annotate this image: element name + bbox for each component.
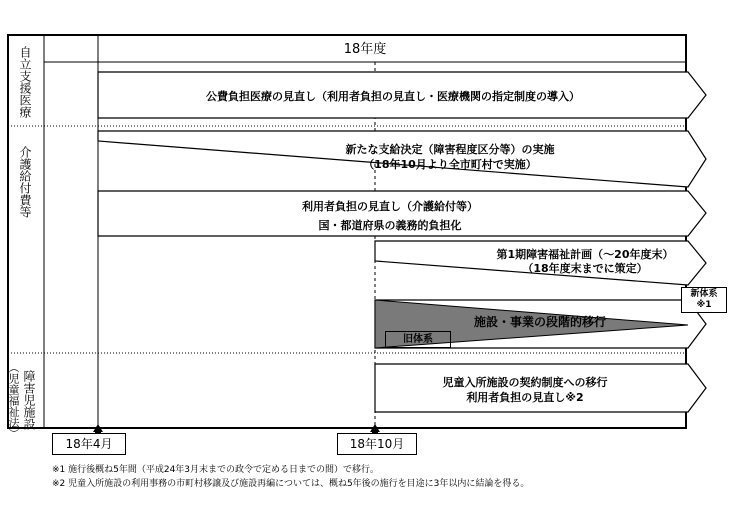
date-october: 18年10月 [337, 433, 417, 455]
label-self-support-medical: 自立支援医療 [18, 46, 32, 118]
label-disabled-child-facility: 障害児施設 [22, 370, 36, 430]
bar6-text [395, 375, 655, 405]
bar2-line1: 新たな支給決定（障害程度区分等）の実施 [345, 143, 555, 156]
date-april: 18年4月 [52, 433, 126, 455]
bar3-text [240, 197, 540, 235]
bar6-line2: 利用者負担の見直し※2 [466, 391, 584, 404]
bar5-text: 施設・事業の段階的移行 [473, 315, 606, 329]
bar3-line2: 国・都道府県の義務的負担化 [318, 219, 462, 232]
bar2-line2: （18年10月より全市町村で実施） [363, 158, 537, 171]
footnote-2: ※2 児童入所施設の利用事務の市町村移譲及び施設再編については、概ね5年後の施行を目途に3年以内に結論を得る。 [52, 479, 530, 489]
label-child-welfare-law: （児童福祉法） [7, 362, 20, 439]
bar6-line1: 児童入所施設の契約制度への移行 [442, 376, 608, 389]
label-care-benefits: 介護給付費等 [18, 146, 32, 218]
bar4-text [470, 248, 700, 276]
bar2-text [300, 142, 600, 172]
new-system-label [681, 287, 727, 313]
footnote-1: ※1 施行後概ね5年間（平成24年3月末までの政令で定める日までの間）で移行。 [52, 465, 380, 475]
bar4-line2: （18年度末までに策定） [522, 262, 648, 275]
bar1-text: 公費負担医療の見直し（利用者負担の見直し・医療機関の指定制度の導入） [206, 90, 580, 103]
new-system-line1: 新体系 [690, 289, 718, 299]
bar4-line1: 第1期障害福祉計画（～20年度末） [496, 248, 674, 261]
old-system-label: 旧体系 [385, 331, 451, 348]
year-label: 18年度 [343, 42, 387, 57]
bar3-line1: 利用者負担の見直し（介護給付等） [302, 200, 478, 213]
new-system-line2: ※1 [696, 300, 712, 310]
